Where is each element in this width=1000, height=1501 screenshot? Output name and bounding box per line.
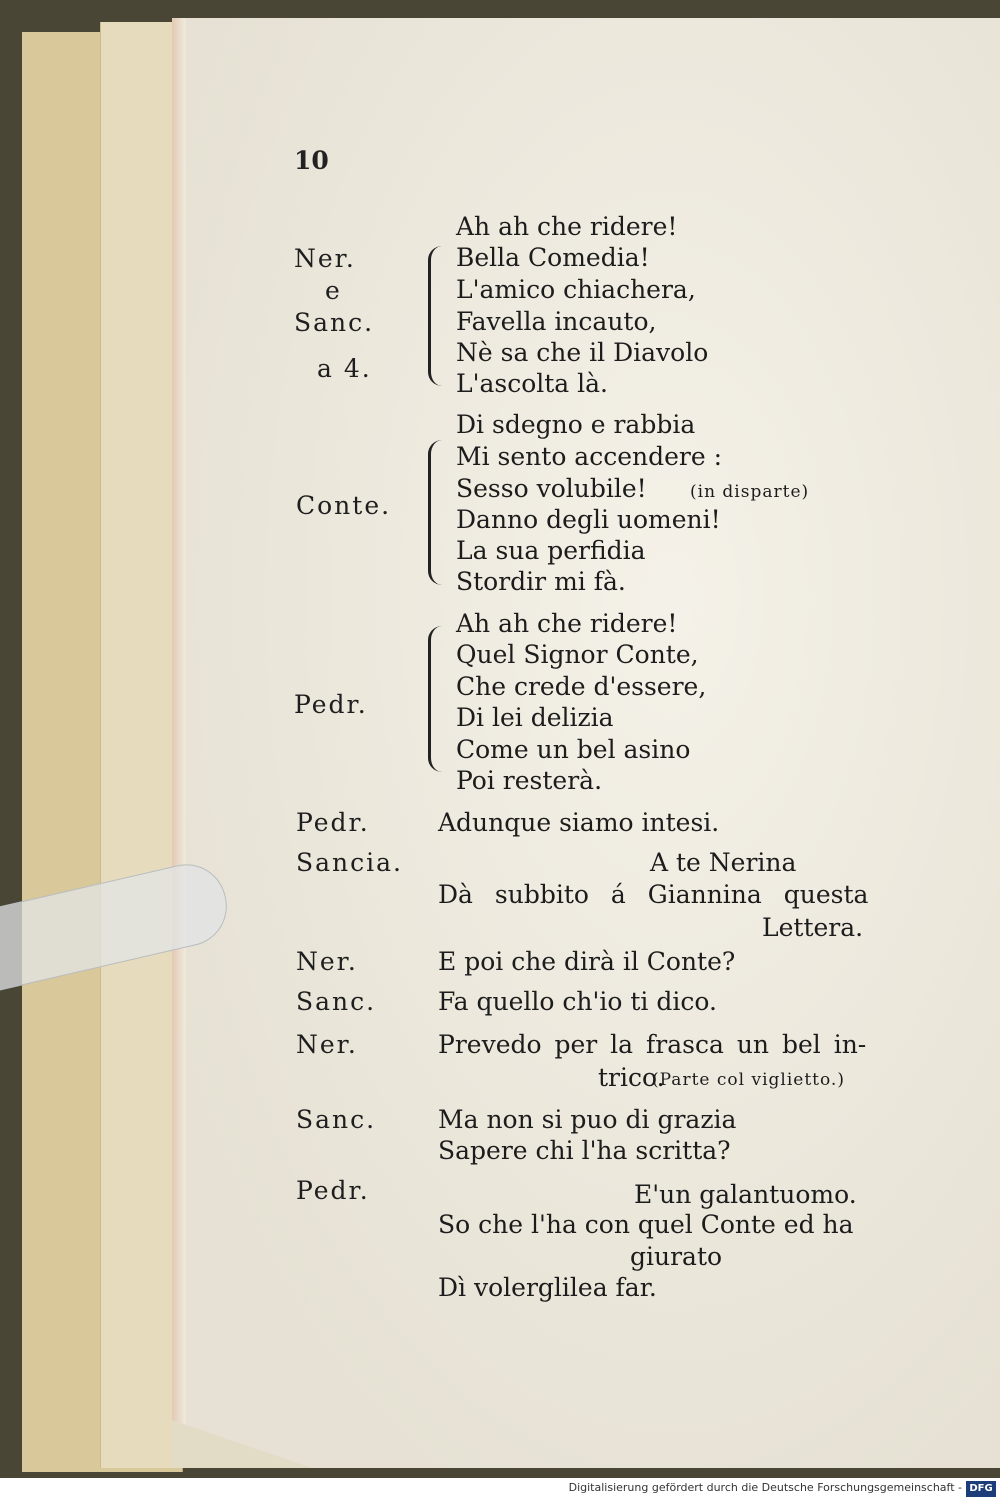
verse-line: Come un bel asino (456, 735, 691, 764)
speaker-label: a 4. (317, 354, 372, 383)
speaker-label: Pedr. (294, 690, 368, 719)
verse-line: Nè sa che il Diavolo (456, 338, 709, 367)
speaker-label: Sanc. (296, 987, 377, 1016)
speaker-label: Sanc. (294, 308, 375, 337)
speaker-label: Ner. (294, 244, 356, 273)
dialogue-line: Fa quello ch'io ti dico. (438, 987, 717, 1016)
bracket (428, 246, 447, 386)
dialogue-line: Adunque siamo intesi. (438, 808, 720, 837)
verse-line: Di sdegno e rabbia (456, 410, 696, 439)
dialogue-line: A te Nerina (650, 848, 797, 877)
speaker-label: Sancia. (296, 848, 403, 877)
verse-line: Poi resterà. (456, 766, 603, 795)
dialogue-line: Prevedo per la frasca un bel in- (438, 1030, 867, 1059)
verse-line: Che crede d'essere, (456, 672, 707, 701)
verse-line: Stordir mi fà. (456, 567, 626, 596)
dialogue-line: Ma non si puo di grazia (438, 1105, 737, 1134)
verse-line: Quel Signor Conte, (456, 640, 699, 669)
speaker-label: Ner. (296, 947, 358, 976)
verse-line: L'ascolta là. (456, 369, 609, 398)
verse-line: Favella incauto, (456, 307, 657, 336)
speaker-label: Pedr. (296, 1176, 370, 1205)
verse-line: Danno degli uomeni! (456, 505, 721, 534)
verse-line: Ah ah che ridere! (456, 609, 678, 638)
dialogue-line: giurato (630, 1242, 723, 1271)
stage-direction: (Parte col viglietto.) (652, 1070, 845, 1090)
dialogue-line: trico. (598, 1063, 665, 1092)
dialogue-line: Lettera. (762, 913, 864, 942)
verse-line: L'amico chiachera, (456, 275, 696, 304)
dialogue-line: Sapere chi l'ha scritta? (438, 1136, 731, 1165)
dialogue-line: Dà subbito á Giannina questa (438, 880, 869, 909)
verse-line: Mi sento accendere : (456, 442, 723, 471)
verse-line: Sesso volubile! (456, 474, 647, 503)
dialogue-line: E'un galantuomo. (634, 1180, 857, 1209)
speaker-label: e (325, 276, 342, 305)
bracket (428, 626, 447, 772)
dialogue-line: Dì volerglilea far. (438, 1273, 657, 1302)
speaker-label: Pedr. (296, 808, 370, 837)
verse-line: Ah ah che ridere! (456, 212, 678, 241)
stage-direction: (in disparte) (690, 482, 810, 502)
speaker-label: Sanc. (296, 1105, 377, 1134)
footer-bar (0, 1478, 1000, 1501)
page-gutter (172, 18, 186, 1468)
verse-line: Bella Comedia! (456, 243, 650, 272)
dialogue-line: E poi che dirà il Conte? (438, 947, 736, 976)
speaker-label: Conte. (296, 491, 392, 520)
footer-text: Digitalisierung gefördert durch die Deutsche Forschungsgemeinschaft - (568, 1481, 962, 1494)
dialogue-line: So che l'ha con quel Conte ed ha (438, 1210, 854, 1239)
dfg-logo: DFG (966, 1481, 996, 1497)
speaker-label: Ner. (296, 1030, 358, 1059)
verse-line: Di lei delizia (456, 703, 614, 732)
bracket (428, 440, 447, 585)
page-number: 10 (294, 146, 329, 175)
verse-line: La sua perfidia (456, 536, 646, 565)
